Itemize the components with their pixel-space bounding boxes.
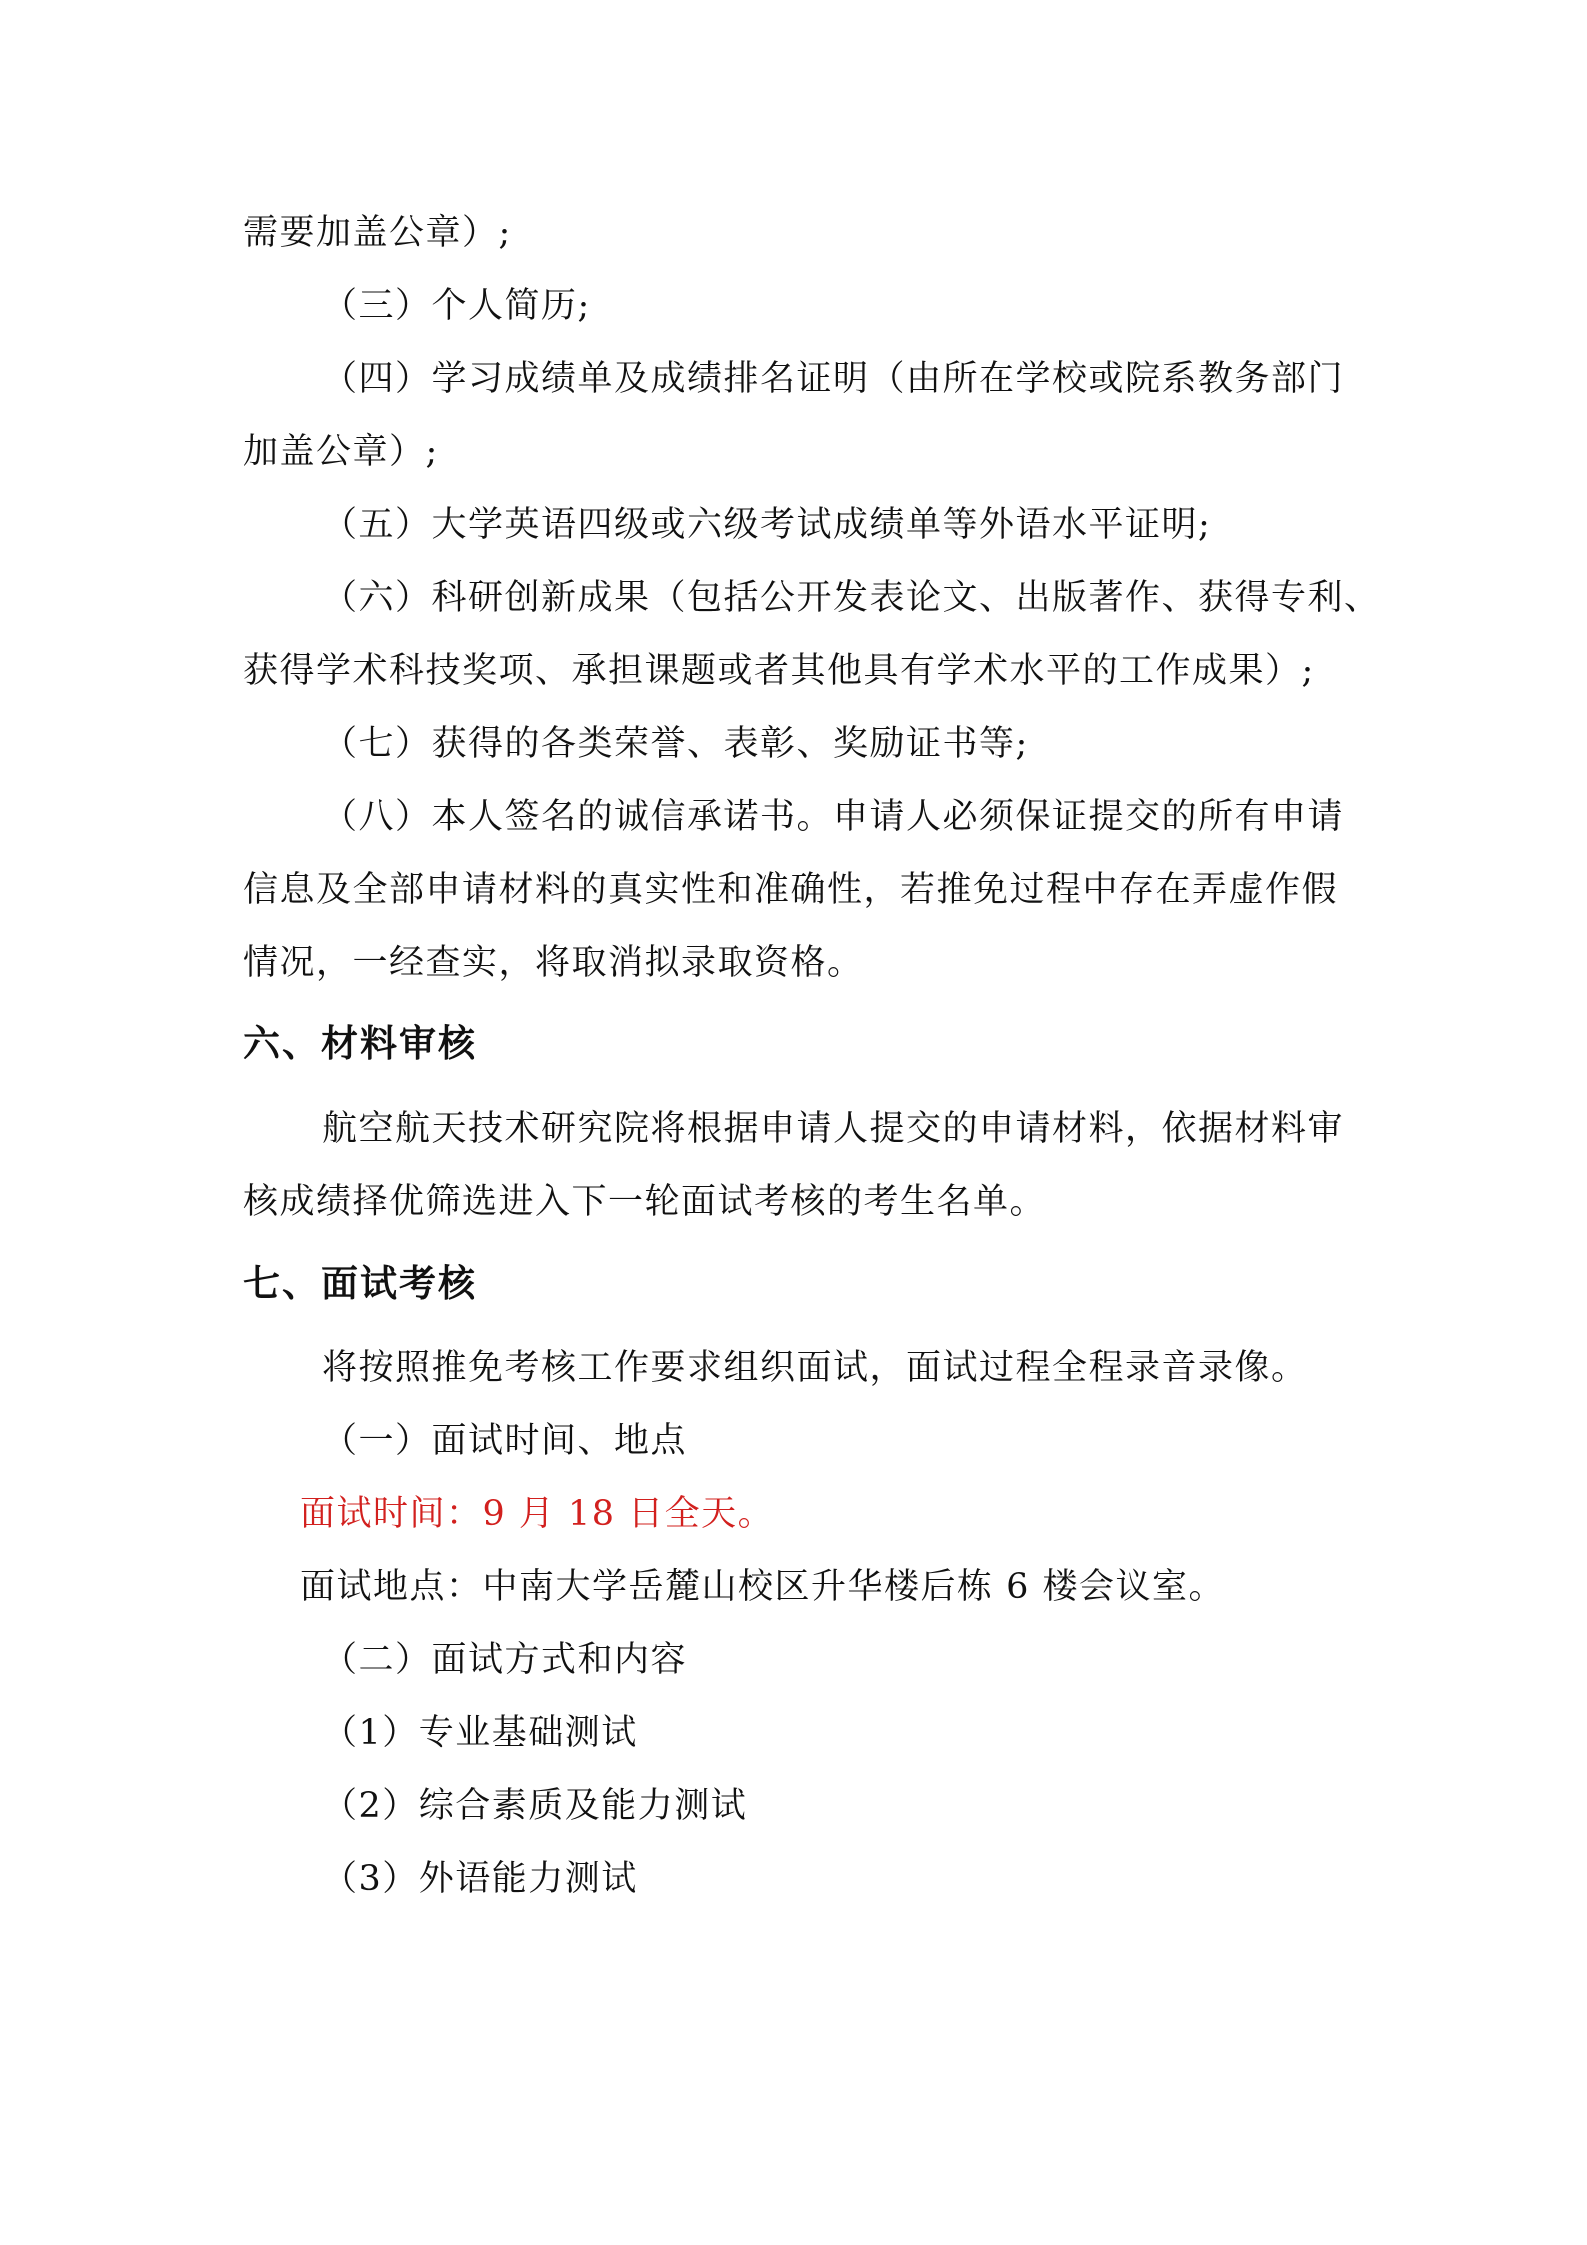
interview-location: 面试地点：中南大学岳麓山校区升华楼后栋 6 楼会议室。 — [300, 1567, 1226, 1607]
paragraph-line: 需要加盖公章）; — [243, 213, 512, 253]
list-item: （1）专业基础测试 — [322, 1713, 638, 1753]
paragraph-line: 加盖公章）; — [243, 432, 439, 472]
paragraph-line: 将按照推免考核工作要求组织面试，面试过程全程录音录像。 — [322, 1348, 1308, 1388]
list-item-5: （五）大学英语四级或六级考试成绩单等外语水平证明; — [322, 505, 1212, 545]
interview-time: 面试时间：9 月 18 日全天。 — [300, 1494, 775, 1534]
section-heading-7: 七、面试考核 — [243, 1262, 477, 1305]
list-item-4: （四）学习成绩单及成绩排名证明（由所在学校或院系教务部门 — [322, 359, 1345, 399]
paragraph-line: 情况，一经查实，将取消拟录取资格。 — [243, 943, 864, 983]
list-item-8: （八）本人签名的诚信承诺书。申请人必须保证提交的所有申请 — [322, 797, 1345, 837]
paragraph-line: 航空航天技术研究院将根据申请人提交的申请材料，依据材料审 — [322, 1109, 1345, 1149]
list-item-3: （三）个人简历; — [322, 286, 591, 326]
paragraph-line: 信息及全部申请材料的真实性和准确性，若推免过程中存在弄虚作假 — [243, 870, 1339, 910]
list-item: （2）综合素质及能力测试 — [322, 1786, 748, 1826]
paragraph-line: 核成绩择优筛选进入下一轮面试考核的考生名单。 — [243, 1182, 1047, 1222]
subsection-heading: （二）面试方式和内容 — [322, 1640, 688, 1680]
list-item-7: （七）获得的各类荣誉、表彰、奖励证书等; — [322, 724, 1029, 764]
subsection-heading: （一）面试时间、地点 — [322, 1421, 688, 1461]
list-item: （3）外语能力测试 — [322, 1859, 638, 1899]
list-item-6: （六）科研创新成果（包括公开发表论文、出版著作、获得专利、 — [322, 578, 1381, 618]
section-heading-6: 六、材料审核 — [243, 1022, 477, 1065]
paragraph-line: 获得学术科技奖项、承担课题或者其他具有学术水平的工作成果）; — [243, 651, 1315, 691]
